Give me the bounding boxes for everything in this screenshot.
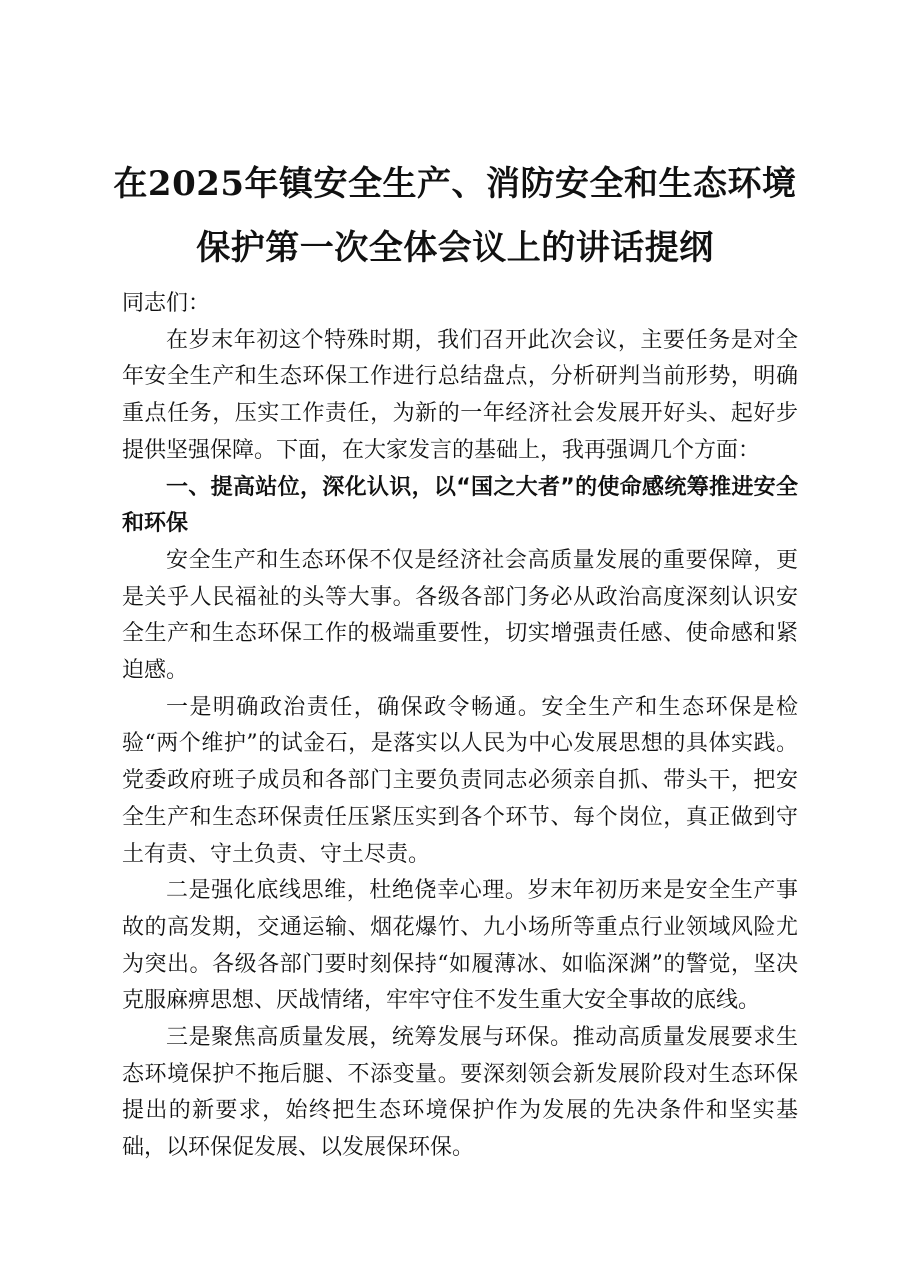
section-heading: 一、提高站位，深化认识，以“国之大者”的使命感统筹推进安全和环保 xyxy=(122,474,798,537)
body-paragraph: 二是强化底线思维，杜绝侥幸心理。岁末年初历来是安全生产事故的高发期，交通运输、烟花爆竹、九小场所等重点行业领域风险尤为突出。各级各部门要时刻保持“如履薄冰、如临深渊”的警觉，坚决克服麻痹思想、厌战情绪，牢牢守住不发生重大安全事故的底线。 xyxy=(122,878,798,1014)
body-paragraph: 一是明确政治责任，确保政令畅通。安全生产和生态环保是检验“两个维护”的试金石，是落实以人民为中心发展思想的具体实践。党委政府班子成员和各部门主要负责同志必须亲自抓、带头干，把安全生产和生态环保责任压紧压实到各个环节、每个岗位，真正做到守土有责、守土负责、守土尽责。 xyxy=(122,694,798,867)
document-body xyxy=(122,286,798,1167)
greeting: 同志们： xyxy=(122,291,211,316)
intro-paragraph: 在岁末年初这个特殊时期，我们召开此次会议，主要任务是对全年安全生产和生态环保工作进行总结盘点，分析研判当前形势，明确重点任务，压实工作责任，为新的一年经济社会发展开好头、起好步提供坚强保障。下面，在大家发言的基础上，我再强调几个方面： xyxy=(122,327,798,463)
body-paragraph: 三是聚焦高质量发展，统筹发展与环保。推动高质量发展要求生态环境保护不拖后腿、不添变量。要深刻领会新发展阶段对生态环保提出的新要求，始终把生态环境保护作为发展的先决条件和坚实基础，以环保促发展、以发展保环保。 xyxy=(122,1025,798,1161)
document-title-line-1: 在2025年镇安全生产、消防安全和生态环境 xyxy=(113,164,797,204)
document-title-line-2: 保护第一次全体会议上的讲话提纲 xyxy=(196,228,714,268)
body-paragraph: 安全生产和生态环保不仅是经济社会高质量发展的重要保障，更是关乎人民福祉的头等大事。各级各部门务必从政治高度深刻认识安全生产和生态环保工作的极端重要性，切实增强责任感、使命感和紧迫感。 xyxy=(122,547,798,684)
